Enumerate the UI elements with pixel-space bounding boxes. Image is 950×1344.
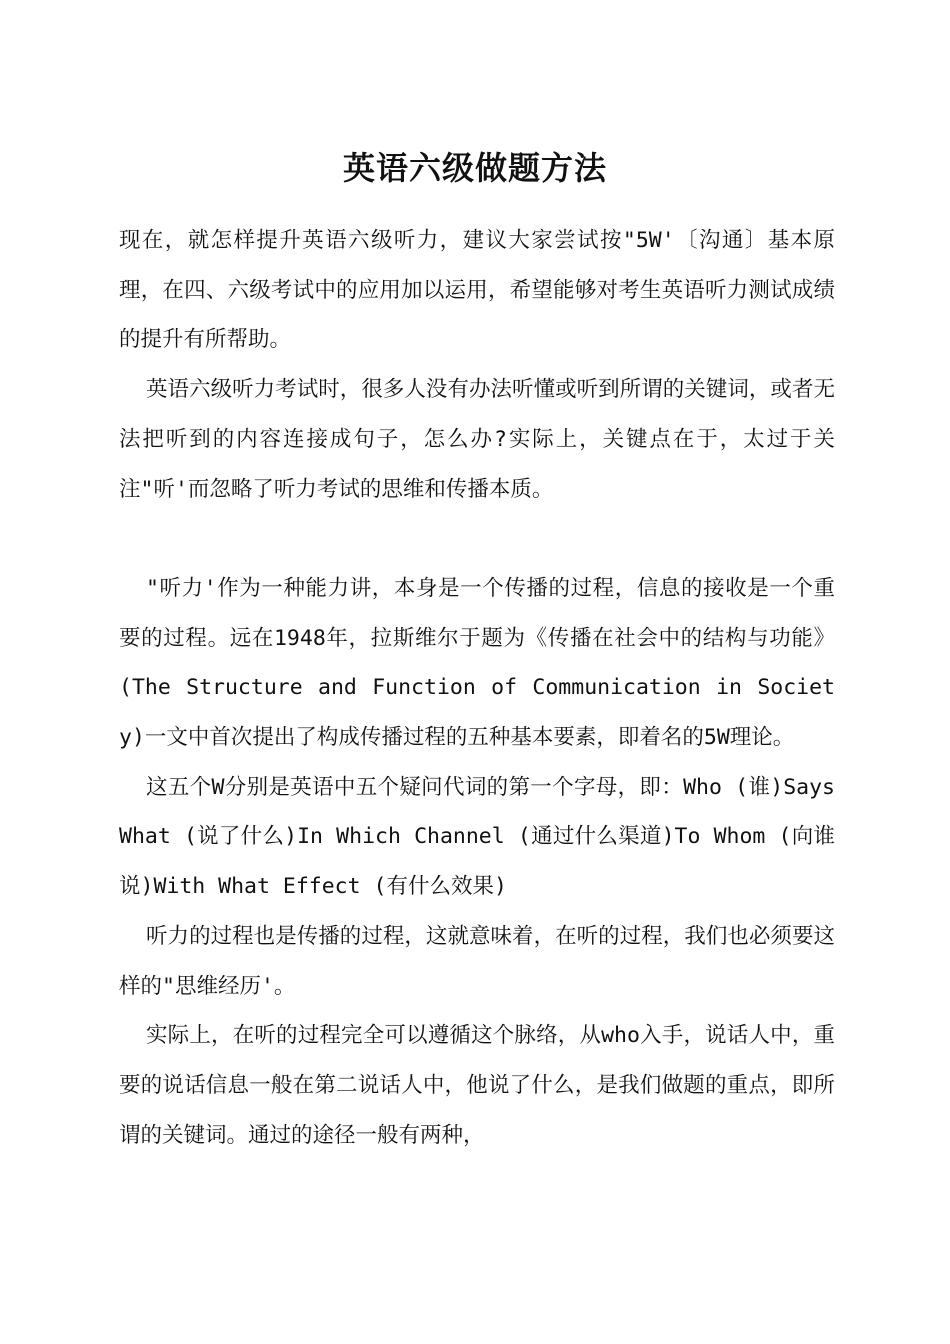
paragraph-gap: [119, 514, 835, 564]
paragraph-communication-theory: "听力'作为一种能力讲，本身是一个传播的过程，信息的接收是一个重要的过程。远在1948年，拉斯维尔于题为《传播在社会中的结构与功能》(The Structure and Function of Communication in Society)一文中首次提出了构成传播过程的五种基本要素，即着名的5W理论。: [119, 575, 835, 751]
document-body: [119, 216, 835, 1160]
paragraph-intro: 现在，就怎样提升英语六级听力，建议大家尝试按"5W'〔沟通〕基本原理，在四、六级考试中的应用加以运用，希望能够对考生英语听力测试成绩的提升有所帮助。: [119, 228, 835, 353]
paragraph-thinking-process: 听力的过程也是传播的过程，这就意味着，在听的过程，我们也必须要这样的"思维经历'。: [119, 923, 835, 999]
paragraph-five-w: 这五个W分别是英语中五个疑问代词的第一个字母，即：Who (谁)Says What (说了什么)In Which Channel (通过什么渠道)To Whom (向谁说)With What Effect (有什么效果): [119, 774, 835, 900]
document-title: 英语六级做题方法: [342, 149, 607, 187]
paragraph-practice: 实际上，在听的过程完全可以遵循这个脉络，从who入手，说话人中，重要的说话信息一般在第二说话人中，他说了什么，是我们做题的重点，即所谓的关键词。通过的途径一般有两种，: [119, 1023, 835, 1148]
paragraph-listening-problem: 英语六级听力考试时，很多人没有办法听懂或听到所谓的关键词，或者无法把听到的内容连接成句子，怎么办?实际上，关键点在于，太过于关注"听'而忽略了听力考试的思维和传播本质。: [119, 377, 835, 502]
